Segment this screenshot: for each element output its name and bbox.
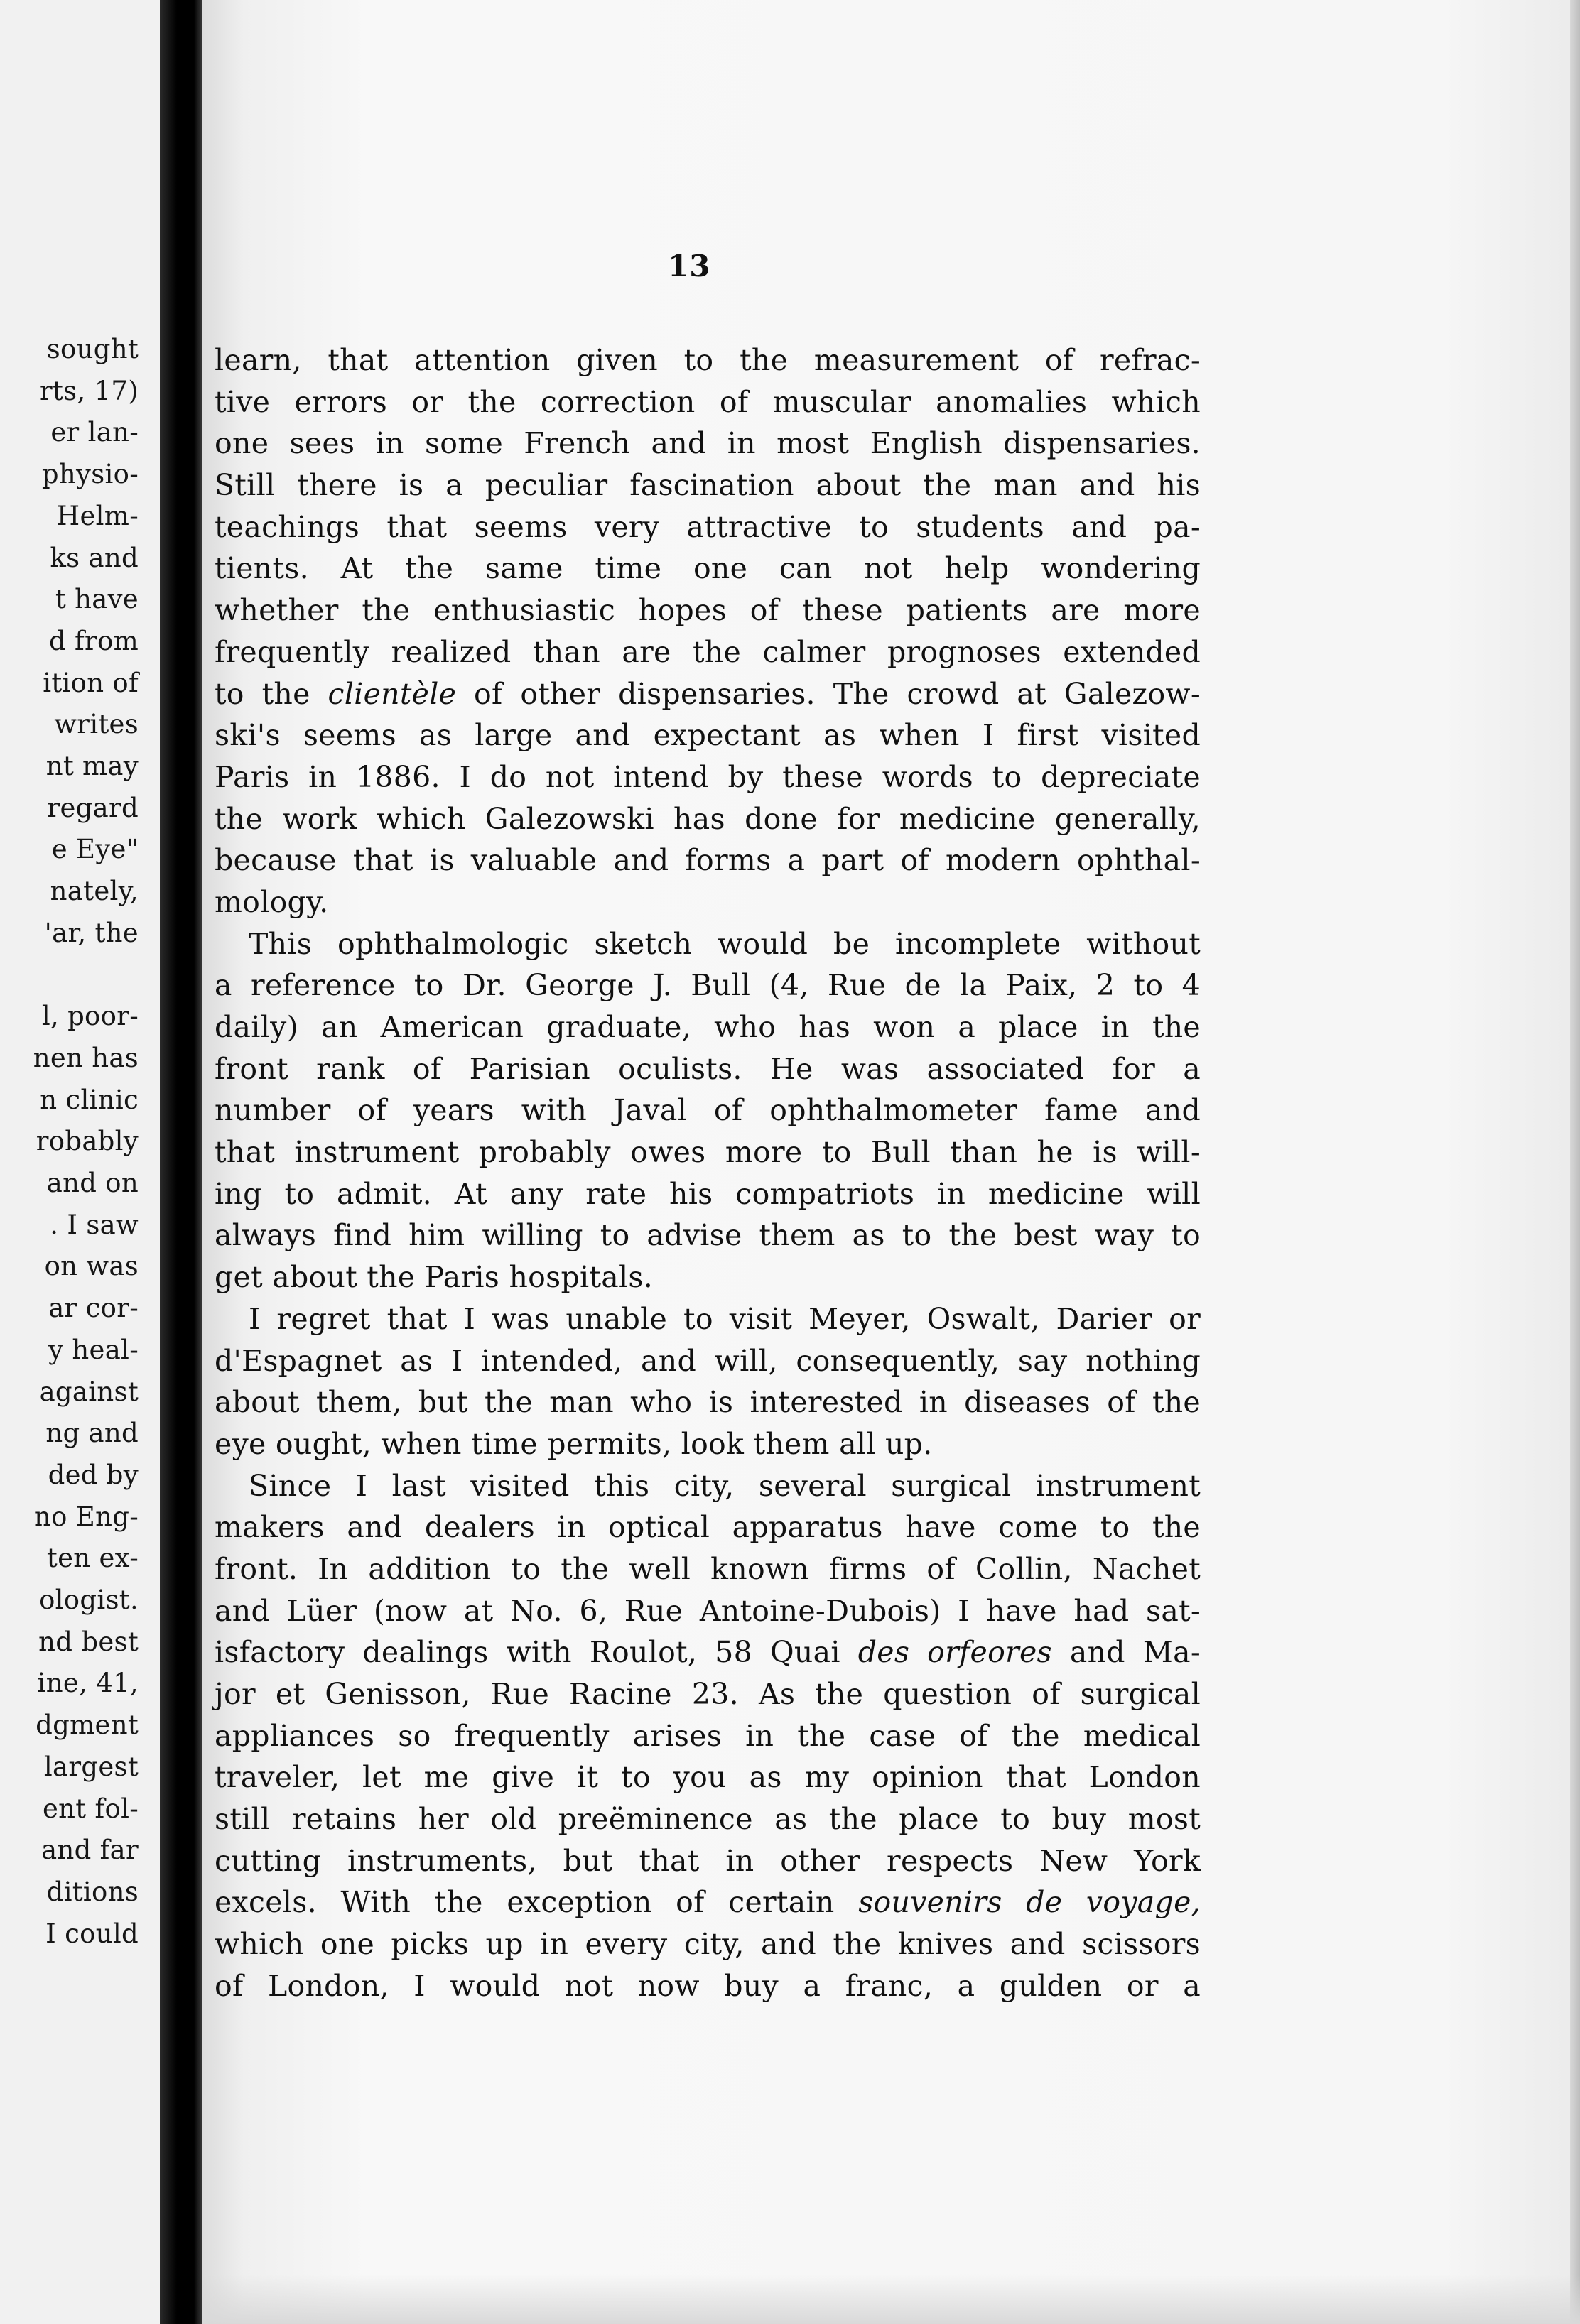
left-page-text-fragment: ten ex-: [46, 1543, 139, 1574]
left-page-text-fragment: n clinic: [40, 1084, 139, 1115]
left-page-text-fragment: t have: [55, 584, 139, 615]
left-page-text-fragment: and far: [41, 1835, 139, 1866]
left-page-text-fragment: ition of: [43, 667, 139, 698]
left-page-text-fragment: ng and: [45, 1418, 139, 1449]
italic-term: des orfeores: [857, 1635, 1052, 1670]
italic-term: souvenirs de voyage,: [858, 1885, 1201, 1920]
text-span: to the: [215, 676, 328, 711]
text-span: of other dispensaries. The crowd at Galezow-: [456, 676, 1201, 711]
left-page-text-fragment: e Eye": [51, 834, 139, 865]
text-line: a reference to Dr. George J. Bull (4, Rue de la Paix, 2 to 4: [215, 968, 1201, 1003]
book-gutter: [160, 0, 202, 2324]
text-line: one sees in some French and in most English dispensaries.: [215, 426, 1201, 461]
page-edge: [1570, 0, 1580, 2324]
text-span: excels. With the exception of certain: [215, 1885, 859, 1920]
left-page-text-fragment: largest: [43, 1751, 139, 1782]
left-page-text-fragment: ent fol-: [42, 1793, 139, 1824]
left-page-text-fragment: 'ar, the: [44, 917, 139, 948]
left-page-text-fragment: sought: [46, 334, 139, 364]
left-page-text-fragment: ine, 41,: [37, 1668, 139, 1699]
text-line: mology.: [215, 884, 329, 919]
left-page-text-fragment: Helm-: [56, 500, 139, 531]
left-page-fragment: [0, 0, 160, 2324]
left-page-text-fragment: ded by: [48, 1459, 139, 1490]
left-page-text-fragment: and on: [46, 1168, 139, 1198]
text-line: d'Espagnet as I intended, and will, consequently, say nothing: [215, 1343, 1201, 1378]
text-line: [215, 1882, 1201, 1923]
text-line: I regret that I was unable to visit Meyer, Oswalt, Darier or: [249, 1301, 1201, 1336]
text-line: learn, that attention given to the measurement of refrac-: [215, 343, 1201, 377]
left-page-text-fragment: dgment: [36, 1710, 139, 1741]
left-page-text-fragment: nt may: [45, 751, 139, 781]
text-line: tive errors or the correction of muscular anomalies which: [215, 384, 1201, 419]
left-page-text-fragment: rts, 17): [40, 375, 139, 406]
text-line: always find him willing to advise them as to the best way to: [215, 1218, 1201, 1253]
left-page-text-fragment: nen has: [33, 1042, 139, 1073]
text-line: get about the Paris hospitals.: [215, 1260, 654, 1295]
text-line: tients. At the same time one can not help wondering: [215, 551, 1201, 586]
left-page-text-fragment: ar cor-: [48, 1293, 139, 1324]
left-page-text-fragment: regard: [47, 792, 139, 823]
text-span: isfactory dealings with Roulot, 58 Quai: [215, 1635, 858, 1670]
left-page-text-fragment: er lan-: [50, 417, 139, 448]
italic-term: clientèle: [328, 676, 457, 711]
text-line: traveler, let me give it to you as my opinion that London: [215, 1760, 1201, 1795]
text-line: This ophthalmologic sketch would be incomplete without: [249, 926, 1201, 961]
text-line: of London, I would not now buy a franc, a gulden or a: [215, 1968, 1201, 2003]
left-page-text-fragment: ks and: [50, 542, 139, 573]
text-line: ski's seems as large and expectant as when I first visited: [215, 718, 1201, 753]
text-line: cutting instruments, but that in other respects New York: [215, 1843, 1201, 1878]
page-bottom-edge: [202, 2274, 1580, 2324]
text-line: still retains her old preëminence as the place to buy most: [215, 1802, 1201, 1837]
text-line: Still there is a peculiar fascination about the man and his: [215, 468, 1201, 503]
left-page-text-fragment: no Eng-: [34, 1501, 139, 1532]
page-number: 13: [668, 249, 711, 283]
text-line: whether the enthusiastic hopes of these patients are more: [215, 593, 1201, 628]
text-line: front. In addition to the well known firms of Collin, Nachet: [215, 1551, 1201, 1586]
left-page-text-fragment: writes: [54, 709, 139, 740]
text-line: daily) an American graduate, who has won a place in the: [215, 1010, 1201, 1044]
left-page-text-fragment: I could: [45, 1918, 139, 1949]
left-page-text-fragment: nately,: [50, 876, 139, 907]
text-line: [215, 1631, 1201, 1673]
left-page-text-fragment: physio-: [41, 459, 139, 490]
page-body-text: [215, 340, 1201, 2007]
text-line: the work which Galezowski has done for medicine generally,: [215, 801, 1201, 836]
left-page-text-fragment: robably: [36, 1126, 139, 1157]
text-line: Paris in 1886. I do not intend by these words to depreciate: [215, 759, 1201, 794]
text-line: which one picks up in every city, and the knives and scissors: [215, 1927, 1201, 1962]
text-line: because that is valuable and forms a part of modern ophthal-: [215, 843, 1201, 878]
text-line: eye ought, when time permits, look them all up.: [215, 1426, 933, 1461]
left-page-text-fragment: against: [39, 1376, 139, 1407]
text-line: makers and dealers in optical apparatus have come to the: [215, 1510, 1201, 1545]
text-line: and Lüer (now at No. 6, Rue Antoine-Dubois) I have had sat-: [215, 1593, 1201, 1628]
left-page-text-fragment: l, poor-: [41, 1001, 139, 1032]
left-page-text-fragment: . I saw: [50, 1209, 139, 1240]
left-page-text-fragment: y heal-: [48, 1334, 139, 1365]
text-line: [215, 673, 1201, 715]
left-page-text-fragment: ologist.: [39, 1585, 139, 1615]
text-line: that instrument probably owes more to Bull than he is will-: [215, 1135, 1201, 1170]
text-line: appliances so frequently arises in the case of the medical: [215, 1718, 1201, 1753]
left-page-text-fragment: nd best: [38, 1626, 139, 1657]
text-line: ing to admit. At any rate his compatriots in medicine will: [215, 1176, 1201, 1211]
left-page-text-fragment: d from: [49, 625, 139, 656]
left-page-text-fragment: ditions: [46, 1876, 139, 1907]
text-line: Since I last visited this city, several surgical instrument: [249, 1468, 1201, 1503]
text-line: number of years with Javal of ophthalmometer fame and: [215, 1093, 1201, 1128]
text-line: jor et Genisson, Rue Racine 23. As the question of surgical: [215, 1677, 1201, 1711]
text-line: frequently realized than are the calmer prognoses extended: [215, 634, 1201, 669]
left-page-text-fragment: on was: [44, 1251, 139, 1282]
text-span: and Ma-: [1051, 1635, 1201, 1670]
text-line: front rank of Parisian oculists. He was associated for a: [215, 1051, 1201, 1086]
text-line: about them, but the man who is interested in diseases of the: [215, 1385, 1201, 1420]
text-line: teachings that seems very attractive to students and pa-: [215, 509, 1201, 544]
